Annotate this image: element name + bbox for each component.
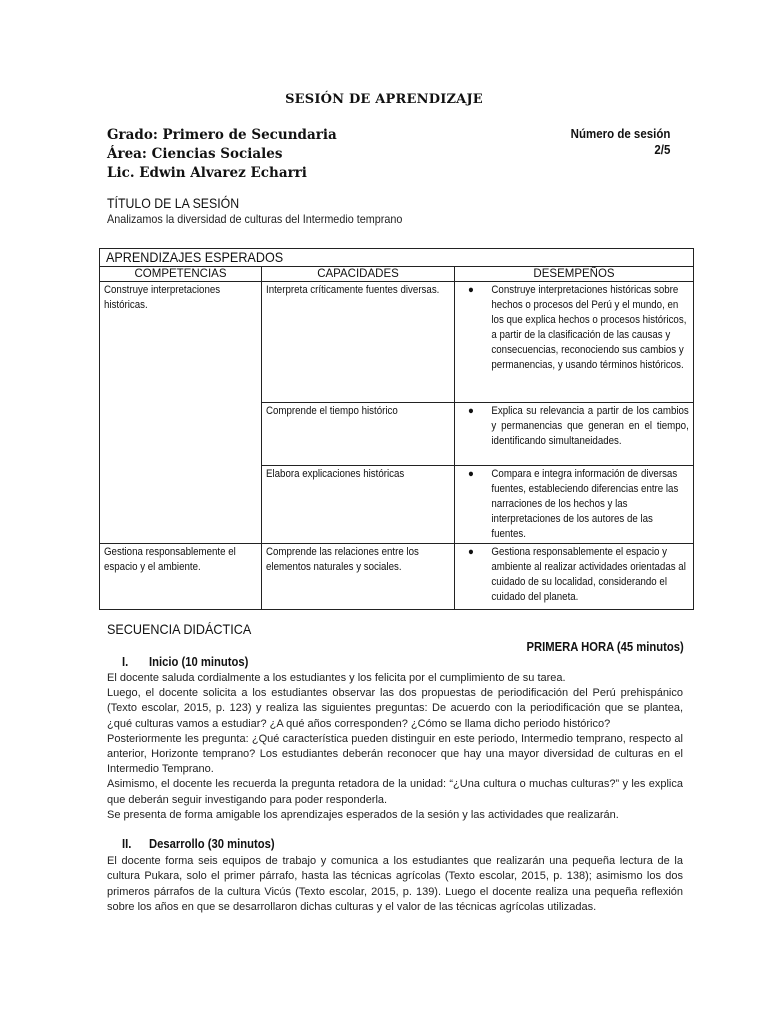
paragraph: El docente saluda cordialmente a los estudiantes y los felicita por el cumplimiento de su tarea.: [107, 672, 566, 684]
desempeno-text: Gestiona responsablemente el espacio y ambiente al realizar actividades orientadas al cuidado de su localidad, considerando el cuidado del planeta.: [491, 546, 686, 603]
section-title: Inicio (10 minutos): [149, 655, 249, 669]
session-number: [570, 126, 670, 158]
desempeno-cell: [459, 467, 689, 542]
paragraph: Luego, el docente solicita a los estudiantes observar las dos propuestas de periodificación del Perú prehispánico (Texto escolar, 2015, p. 123) y realiza las siguientes preguntas: De acuerdo con la periodificación que se plantea, ¿qué culturas vamos a estudiar? ¿A qué años corresponden? ¿Cómo se llama dicho periodo histórico?: [107, 687, 683, 730]
column-header-competencias: COMPETENCIAS: [100, 267, 262, 282]
section-desarrollo-heading: [122, 837, 275, 851]
desempeno-cell: [459, 545, 689, 605]
table-heading: APRENDIZAJES ESPERADOS: [106, 249, 284, 265]
section-number: I.: [122, 655, 129, 669]
capacidad-cell: Comprende las relaciones entre los elementos naturales y sociales.: [266, 546, 419, 573]
competencies-table: [99, 248, 694, 610]
session-subtitle: Analizamos la diversidad de culturas del Intermedio temprano: [107, 212, 403, 226]
section-inicio-heading: [122, 655, 248, 669]
table-row: [100, 282, 694, 403]
column-header-desempenos: DESEMPEÑOS: [455, 267, 694, 282]
section-title: Desarrollo (30 minutos): [149, 837, 275, 851]
table-heading-row: [100, 249, 694, 267]
desempeno-cell: [459, 404, 689, 449]
desempeno-text: Construye interpretaciones históricas sobre hechos o procesos del Perú y el mundo, en los que explica hechos o procesos históricos, a partir de la clasificación de las causas y consecuencias, reconociendo sus cambios y permanencias, y usando términos históricos.: [491, 284, 687, 371]
capacidad-cell: Elabora explicaciones históricas: [266, 468, 405, 480]
sequence-heading: SECUENCIA DIDÁCTICA: [107, 621, 252, 637]
session-title-heading: TÍTULO DE LA SESIÓN: [107, 195, 240, 211]
paragraph: Se presenta de forma amigable los aprendizajes esperados de la sesión y las actividades que realizarán.: [107, 808, 619, 821]
session-number-label: Número de sesión: [570, 127, 670, 141]
bullet-icon: ●: [468, 546, 474, 558]
paragraph: Posteriormente les pregunta: ¿Qué característica pueden distinguir en este periodo, Intermedio temprano, respecto al anterior, Horizonte temprano? Los estudiantes deberán reconocer que hay una mayor diversidad de culturas en el Intermedio Temprano.: [107, 732, 683, 776]
table-row: [100, 544, 694, 610]
bullet-icon: ●: [468, 284, 474, 296]
grade-line: Grado: Primero de Secundaria: [107, 127, 337, 143]
competencia-cell: Gestiona responsablemente el espacio y el ambiente.: [104, 546, 236, 573]
document-title: SESIÓN DE APRENDIZAJE: [285, 92, 483, 107]
desempeno-text: Compara e integra información de diversas fuentes, estableciendo diferencias entre las narraciones de los hechos y las interpretaciones de los autores de las fuentes.: [491, 468, 679, 540]
column-header-row: [100, 267, 694, 282]
header-info: [107, 126, 337, 183]
desarrollo-body: [107, 854, 683, 916]
bullet-icon: ●: [468, 405, 474, 417]
capacidad-cell: Interpreta críticamente fuentes diversas.: [266, 284, 440, 296]
desempeno-cell: [459, 283, 689, 373]
capacidad-cell: Comprende el tiempo histórico: [266, 405, 398, 417]
paragraph: El docente forma seis equipos de trabajo y comunica a los estudiantes que realizarán una pequeña lectura de la cultura Pukara, solo el primer párrafo, hasta las técnicas agrícolas (Texto escolar, 2015, p. 138); asimismo los dos primeros párrafos de la cultura Vicús (Texto escolar, 2015, p. 139). Luego el docente realiza una pequeña reflexión sobre los años en que se desarrollaron dichas culturas y el valor de las técnicas agrícolas utilizadas.: [107, 855, 683, 914]
session-number-value: 2/5: [654, 143, 670, 157]
section-number: II.: [122, 837, 132, 851]
paragraph: Asimismo, el docente les recuerda la pregunta retadora de la unidad: “¿Una cultura o muchas culturas?” y les explica que deberán seguir investigando para poder responderla.: [107, 778, 683, 806]
inicio-body: [107, 671, 683, 823]
desempeno-text: Explica su relevancia a partir de los cambios y permanencias que generan en el tiempo, identificando simultaneidades.: [491, 405, 689, 447]
teacher-line: Lic. Edwin Alvarez Echarri: [107, 165, 307, 181]
bullet-icon: ●: [468, 468, 474, 480]
area-line: Área: Ciencias Sociales: [107, 146, 283, 162]
first-hour-label: PRIMERA HORA (45 minutos): [526, 640, 684, 654]
column-header-capacidades: CAPACIDADES: [262, 267, 455, 282]
competencia-cell: Construye interpretaciones históricas.: [104, 284, 221, 311]
